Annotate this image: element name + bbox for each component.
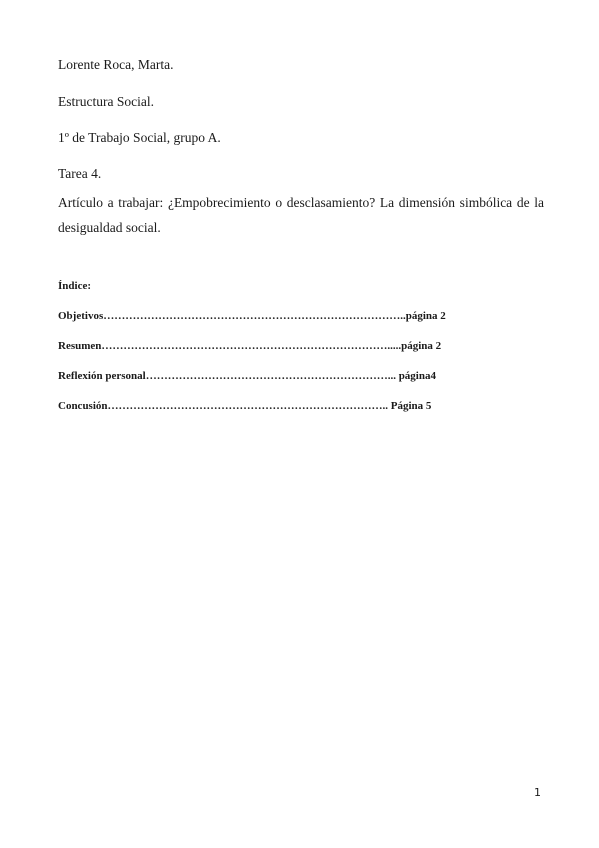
subject-name: Estructura Social. [58, 94, 154, 109]
toc-entry-objetivos: Objetivos………………………………………………………………………..página 2 [58, 310, 446, 322]
toc-entry-concusion: Concusión………………………………………………………………….. Página 5 [58, 400, 432, 412]
course-group: 1º de Trabajo Social, grupo A. [58, 130, 221, 145]
page-number: 1 [534, 786, 541, 799]
author-name: Lorente Roca, Marta. [58, 57, 174, 72]
toc-entry-resumen: Resumen…………………………………………………………………….....página 2 [58, 340, 442, 352]
task-label: Tarea 4. [58, 166, 102, 181]
article-title: Artículo a trabajar: ¿Empobrecimiento o desclasamiento? La dimensión simbólica de la desigualdad social. [58, 195, 544, 235]
toc-entry-reflexion-personal: Reflexión personal…………………………………………………………... página4 [58, 370, 436, 382]
toc-heading: Índice: [58, 280, 91, 292]
